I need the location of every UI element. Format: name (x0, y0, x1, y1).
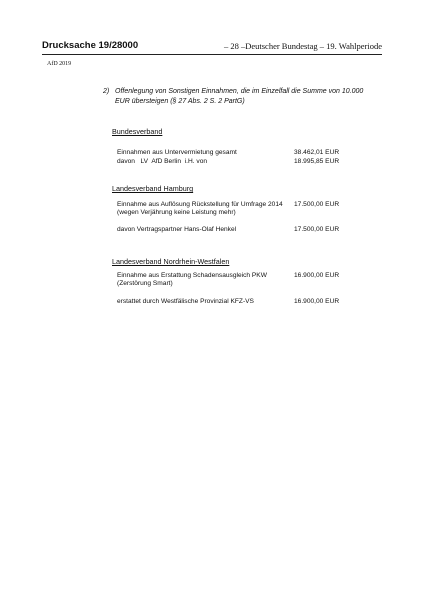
page-header (42, 40, 382, 54)
document-number: Drucksache 19/28000 (42, 40, 139, 51)
item-heading: Offenlegung von Sonstigen Einnahmen, die im Einzelfall die Summe von 10.000 EUR übersteigen (§ 27 Abs. 2 S. 2 PartG) (115, 88, 364, 105)
row-value: 38.462,01 EUR (294, 149, 340, 156)
header-rule (42, 54, 382, 55)
row-label: davon LV AfD Berlin i.H. von (117, 158, 208, 165)
row-label: erstattet durch Westfälische Provinzial KFZ-VS (117, 298, 254, 305)
page-number: – 28 – (224, 41, 246, 51)
row-label: davon Vertragspartner Hans-Olaf Henkel (117, 226, 237, 233)
row-label: Einnahmen aus Untervermietung gesamt (117, 149, 237, 156)
row-label: Einnahme aus Auflösung Rückstellung für Umfrage 2014 (wegen Verjährung keine Leistung mehr) (117, 201, 283, 216)
row-value: 17.500,00 EUR (294, 201, 340, 208)
parliament-period: Deutscher Bundestag – 19. Wahlperiode (245, 41, 382, 51)
row-value: 16.900,00 EUR (294, 298, 340, 305)
row-value: 18.995,85 EUR (294, 158, 340, 165)
report-subheader: AfD 2019 (47, 61, 72, 67)
row-value: 16.900,00 EUR (294, 272, 340, 279)
item-number: 2) (103, 88, 110, 95)
section-title-hamburg: Landesverband Hamburg (112, 184, 194, 193)
section-title-nrw: Landesverband Nordrhein-Westfalen (112, 257, 230, 266)
row-label: Einnahme aus Erstattung Schadensausgleich PKW (Zerstörung Smart) (117, 272, 267, 287)
row-value: 17.500,00 EUR (294, 226, 340, 233)
section-title-bundesverband: Bundesverband (112, 127, 163, 136)
